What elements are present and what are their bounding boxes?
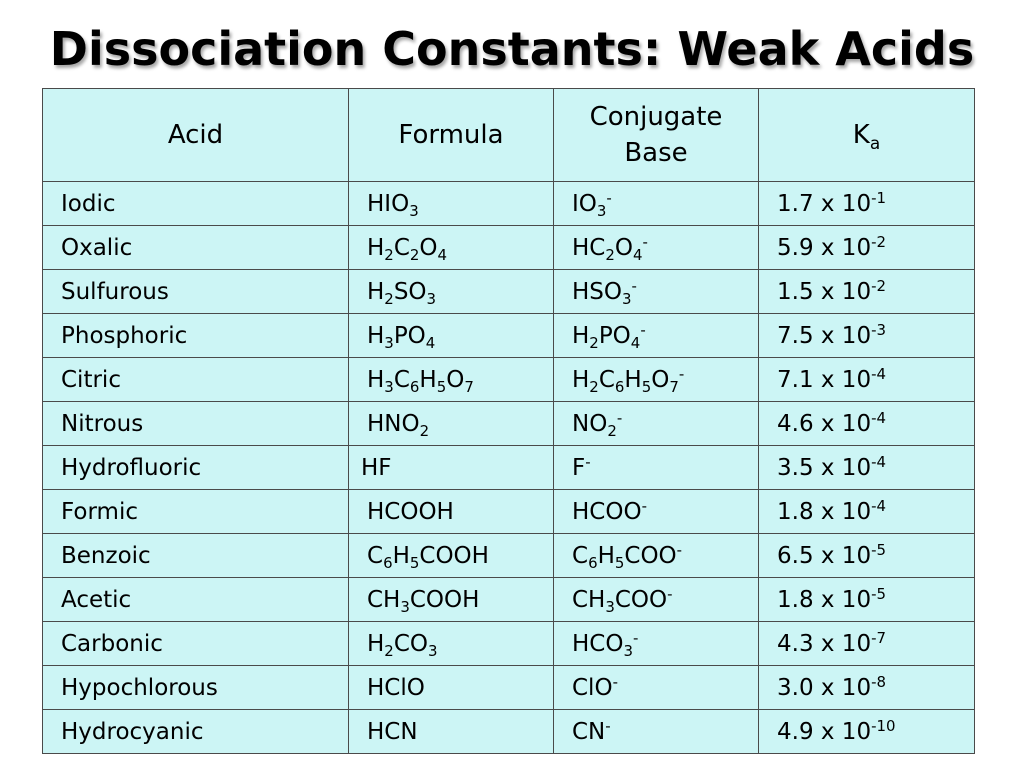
- ka-value-cell: [759, 534, 975, 578]
- conjugate-base-superscript: -: [640, 320, 646, 339]
- conjugate-base-superscript: -: [641, 496, 647, 515]
- header-ka: [759, 89, 975, 182]
- formula-subscript: 2: [409, 245, 420, 264]
- ka-value-cell: [759, 578, 975, 622]
- formula-cell: [349, 578, 554, 622]
- formula-text: H: [367, 234, 385, 261]
- table-row: [43, 622, 975, 666]
- formula-cell: [349, 622, 554, 666]
- formula-subscript: 3: [409, 201, 419, 220]
- header-acid: [43, 89, 349, 182]
- conjugate-base-superscript: -: [616, 408, 623, 427]
- conjugate-base-cell: [554, 446, 759, 490]
- header-conjugate-base: [554, 89, 759, 182]
- formula-cell: [349, 182, 554, 226]
- conjugate-base-subscript: 6: [614, 377, 625, 396]
- formula-subscript: 3: [384, 333, 394, 352]
- ka-superscript: -4: [871, 408, 886, 427]
- formula-cell: [349, 666, 554, 710]
- formula-cell: [349, 446, 554, 490]
- ka-superscript: -1: [871, 188, 886, 207]
- header-formula: [349, 89, 554, 182]
- conjugate-base-cell: [554, 578, 759, 622]
- conjugate-base-cell: [554, 710, 759, 754]
- conjugate-base-cell: [554, 358, 759, 402]
- ka-superscript: -2: [871, 232, 886, 251]
- ka-text: 6.5 x 10: [777, 542, 872, 569]
- weak-acids-table: [42, 88, 975, 754]
- formula-text: C: [393, 366, 410, 393]
- page-title: Dissociation Constants: Weak Acids: [49, 22, 975, 76]
- ka-value-cell: [759, 226, 975, 270]
- conjugate-base-text: NO: [572, 410, 608, 437]
- ka-text: 7.1 x 10: [777, 366, 872, 393]
- conjugate-base-text: COO: [614, 586, 668, 613]
- table-row: [43, 402, 975, 446]
- header-text: Acid: [167, 120, 224, 150]
- formula-text: H: [419, 366, 437, 393]
- formula-subscript: 4: [437, 245, 448, 264]
- conjugate-base-text: HSO: [572, 278, 622, 305]
- formula-subscript: 7: [464, 377, 474, 396]
- ka-value-cell: [759, 358, 975, 402]
- formula-subscript: 2: [384, 245, 394, 264]
- formula-text: COOH: [409, 586, 480, 613]
- acid-name-cell: Hydrocyanic: [43, 710, 349, 754]
- conjugate-base-text: H: [597, 542, 615, 569]
- ka-superscript: -10: [871, 716, 896, 735]
- ka-value-cell: [759, 490, 975, 534]
- formula-text: SO: [393, 278, 427, 305]
- formula-subscript: 3: [426, 289, 437, 308]
- formula-text: COOH: [419, 542, 489, 569]
- conjugate-base-subscript: 6: [588, 553, 598, 572]
- table-row: [43, 578, 975, 622]
- header-text: K: [852, 120, 870, 150]
- ka-text: 4.3 x 10: [777, 630, 872, 657]
- header-text: Conjugate: [589, 102, 723, 132]
- ka-superscript: -7: [871, 628, 886, 647]
- conjugate-base-cell: [554, 182, 759, 226]
- ka-value-cell: [759, 402, 975, 446]
- table-row: [43, 358, 975, 402]
- ka-superscript: -4: [871, 364, 886, 383]
- formula-subscript: 2: [384, 289, 394, 308]
- conjugate-base-cell: [554, 622, 759, 666]
- conjugate-base-text: HCOO: [572, 498, 642, 525]
- conjugate-base-subscript: 5: [614, 553, 625, 572]
- formula-subscript: 2: [384, 641, 394, 660]
- conjugate-base-subscript: 2: [589, 333, 599, 352]
- ka-superscript: -4: [871, 452, 886, 471]
- formula-text: H: [367, 278, 385, 305]
- conjugate-base-text: CN: [572, 718, 606, 745]
- conjugate-base-text: H: [624, 366, 642, 393]
- ka-text: 5.9 x 10: [777, 234, 872, 261]
- ka-superscript: -5: [871, 540, 886, 559]
- ka-superscript: -2: [871, 276, 886, 295]
- acid-name-cell: Sulfurous: [43, 270, 349, 314]
- table-header-row: [43, 89, 975, 182]
- formula-cell: [349, 358, 554, 402]
- formula-text: HIO: [367, 190, 410, 217]
- conjugate-base-text: H: [572, 322, 590, 349]
- conjugate-base-subscript: 2: [607, 421, 617, 440]
- table-row: [43, 666, 975, 710]
- formula-subscript: 6: [383, 553, 393, 572]
- formula-subscript: 6: [409, 377, 420, 396]
- conjugate-base-text: COO: [624, 542, 677, 569]
- ka-value-cell: [759, 666, 975, 710]
- ka-text: 7.5 x 10: [777, 322, 872, 349]
- ka-text: 4.6 x 10: [777, 410, 872, 437]
- conjugate-base-cell: [554, 534, 759, 578]
- conjugate-base-cell: [554, 402, 759, 446]
- conjugate-base-superscript: -: [676, 540, 683, 559]
- ka-value-cell: [759, 446, 975, 490]
- formula-subscript: 5: [409, 553, 420, 572]
- conjugate-base-subscript: 5: [641, 377, 652, 396]
- formula-text: PO: [393, 322, 426, 349]
- formula-text: H: [367, 322, 385, 349]
- conjugate-base-subscript: 2: [589, 377, 599, 396]
- acid-name-cell: Hydrofluoric: [43, 446, 349, 490]
- header-subscript: a: [869, 132, 881, 153]
- formula-text: HF: [361, 454, 392, 481]
- ka-value-cell: [759, 314, 975, 358]
- acid-name-cell: Citric: [43, 358, 349, 402]
- ka-superscript: -5: [871, 584, 886, 603]
- ka-value-cell: [759, 182, 975, 226]
- conjugate-base-text: HC: [572, 234, 606, 261]
- formula-subscript: 3: [384, 377, 394, 396]
- acid-name-cell: Nitrous: [43, 402, 349, 446]
- conjugate-base-text: O: [651, 366, 670, 393]
- conjugate-base-text: CH: [572, 586, 606, 613]
- table-row: [43, 490, 975, 534]
- conjugate-base-cell: [554, 666, 759, 710]
- ka-superscript: -4: [871, 496, 886, 515]
- formula-text: C: [393, 234, 410, 261]
- formula-text: O: [419, 234, 438, 261]
- conjugate-base-text: IO: [572, 190, 597, 217]
- formula-text: H: [367, 630, 385, 657]
- conjugate-base-text: H: [572, 366, 590, 393]
- formula-text: C: [367, 542, 384, 569]
- conjugate-base-superscript: -: [585, 452, 591, 471]
- formula-text: HCOOH: [367, 498, 454, 525]
- table-row: [43, 710, 975, 754]
- acid-name-cell: Formic: [43, 490, 349, 534]
- ka-value-cell: [759, 270, 975, 314]
- formula-text: HCN: [367, 718, 418, 745]
- formula-text: O: [446, 366, 465, 393]
- ka-text: 1.8 x 10: [777, 586, 872, 613]
- formula-subscript: 3: [427, 641, 438, 660]
- header-text: Formula: [398, 120, 504, 150]
- formula-text: HNO: [367, 410, 420, 437]
- conjugate-base-text: HCO: [572, 630, 624, 657]
- conjugate-base-subscript: 3: [623, 641, 633, 660]
- acid-name-cell: Oxalic: [43, 226, 349, 270]
- table-row: [43, 534, 975, 578]
- acid-name-cell: Benzoic: [43, 534, 349, 578]
- conjugate-base-subscript: 3: [596, 201, 607, 220]
- conjugate-base-superscript: -: [612, 672, 618, 691]
- formula-subscript: 3: [400, 597, 410, 616]
- formula-text: CH: [367, 586, 401, 613]
- conjugate-base-cell: [554, 226, 759, 270]
- conjugate-base-text: O: [614, 234, 633, 261]
- acid-name-cell: Carbonic: [43, 622, 349, 666]
- conjugate-base-text: F: [572, 454, 586, 481]
- conjugate-base-superscript: -: [678, 364, 685, 383]
- formula-cell: [349, 314, 554, 358]
- ka-text: 4.9 x 10: [777, 718, 872, 745]
- table-body: [43, 182, 975, 754]
- ka-text: 3.0 x 10: [777, 674, 872, 701]
- conjugate-base-superscript: -: [631, 276, 637, 295]
- formula-text: H: [367, 366, 385, 393]
- formula-subscript: 2: [419, 421, 430, 440]
- formula-subscript: 5: [436, 377, 447, 396]
- conjugate-base-text: PO: [598, 322, 631, 349]
- conjugate-base-cell: [554, 490, 759, 534]
- formula-text: HClO: [367, 674, 425, 701]
- ka-text: 3.5 x 10: [777, 454, 872, 481]
- ka-superscript: -8: [871, 672, 886, 691]
- ka-text: 1.5 x 10: [777, 278, 872, 305]
- formula-text: H: [392, 542, 410, 569]
- ka-value-cell: [759, 622, 975, 666]
- conjugate-base-subscript: 4: [632, 245, 643, 264]
- ka-value-cell: [759, 710, 975, 754]
- table-row: [43, 226, 975, 270]
- conjugate-base-text: C: [572, 542, 589, 569]
- conjugate-base-superscript: -: [642, 232, 648, 251]
- conjugate-base-subscript: 2: [605, 245, 615, 264]
- formula-subscript: 4: [425, 333, 436, 352]
- ka-text: 1.7 x 10: [777, 190, 872, 217]
- acid-name-cell: Iodic: [43, 182, 349, 226]
- conjugate-base-text: ClO: [572, 674, 613, 701]
- conjugate-base-text: C: [598, 366, 615, 393]
- acid-name-cell: Hypochlorous: [43, 666, 349, 710]
- conjugate-base-subscript: 7: [669, 377, 679, 396]
- conjugate-base-superscript: -: [632, 628, 639, 647]
- formula-cell: [349, 402, 554, 446]
- ka-superscript: -3: [871, 320, 886, 339]
- conjugate-base-subscript: 4: [630, 333, 641, 352]
- conjugate-base-superscript: -: [605, 716, 611, 735]
- conjugate-base-superscript: -: [667, 584, 673, 603]
- ka-text: 1.8 x 10: [777, 498, 872, 525]
- conjugate-base-superscript: -: [606, 188, 612, 207]
- table-row: [43, 314, 975, 358]
- conjugate-base-cell: [554, 270, 759, 314]
- conjugate-base-subscript: 3: [605, 597, 615, 616]
- table-row: [43, 446, 975, 490]
- formula-cell: [349, 490, 554, 534]
- formula-cell: [349, 226, 554, 270]
- header-text: Base: [624, 138, 688, 168]
- acid-name-cell: Phosphoric: [43, 314, 349, 358]
- conjugate-base-subscript: 3: [622, 289, 632, 308]
- conjugate-base-cell: [554, 314, 759, 358]
- formula-cell: [349, 710, 554, 754]
- formula-cell: [349, 270, 554, 314]
- formula-cell: [349, 534, 554, 578]
- formula-text: CO: [393, 630, 428, 657]
- table-row: [43, 182, 975, 226]
- table-row: [43, 270, 975, 314]
- acid-name-cell: Acetic: [43, 578, 349, 622]
